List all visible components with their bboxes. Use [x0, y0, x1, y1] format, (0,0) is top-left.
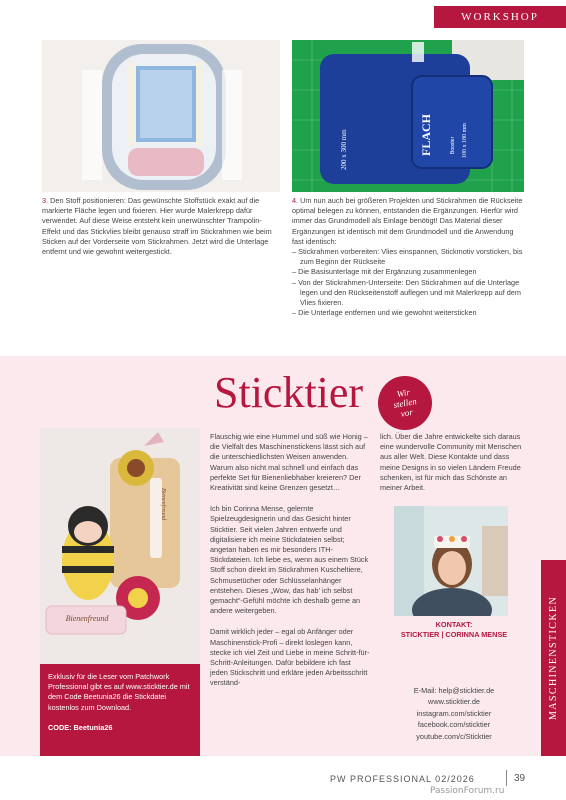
contact-heading-line: KONTAKT:: [435, 620, 473, 629]
photo-portrait: [394, 506, 508, 616]
badge-line: stellen: [392, 396, 418, 410]
contact-facebook: facebook.com/sticktier: [417, 720, 491, 730]
contact-details: [380, 685, 528, 742]
contact-heading-line: STICKTIER | CORINNA MENSE: [400, 630, 508, 640]
frame-illustration: [292, 40, 524, 192]
page-number: 39: [514, 773, 526, 784]
contact-website: www.sticktier.de: [428, 697, 480, 707]
step-3-body: Den Stoff positionieren: Das gewünschte Stoffstück exakt auf die markierte Fläche legen und fixieren. Hier wurde Malerkrepp dafür verwendet. Auf diese Weise entsteht kein unerwünschter Trampolin-Effekt und das Stickvlies bleibt genauso straff im Stickrahmen wie beim Sticken auf der Vorderseite vom Stickrahmen. Jetzt wird die Unterlage entfernt und wie gewohnt weitergestickt.: [42, 196, 272, 257]
watermark: PassionForum.ru: [430, 786, 505, 796]
list-item: – Die Unterlage entfernen und wie gewohnt weitersticken: [292, 308, 477, 318]
promo-text: Exklusiv für die Leser vom Patchwork Professional gibt es auf www.sticktier.de mit dem Code Beetunia26 die Stickdatei kostenlos zum Download.: [48, 672, 190, 712]
section-tag: WORKSHOP: [434, 6, 566, 28]
step-3-text: [42, 196, 280, 257]
list-item: – Stickrahmen vorbereiten: Vlies einspannen, Stickmotiv vorsticken, bis zum Beginn der Rückseite: [292, 247, 523, 267]
contact-youtube: youtube.com/c/Sticktier: [416, 731, 492, 741]
frame-size-label-b: 200 x 300 mm: [340, 129, 348, 170]
contact-email: E-Mail: help@sticktier.de: [413, 686, 495, 695]
photo-bee-set: [40, 428, 200, 664]
contact-heading: [380, 620, 528, 640]
bee-set-illustration: [40, 428, 200, 664]
feature-column-middle: [210, 432, 370, 697]
side-tab-label: MASCHINENSTICKEN: [548, 595, 559, 721]
promo-box: [40, 664, 200, 756]
portrait-illustration: [394, 506, 508, 616]
step-4-list: [292, 247, 524, 318]
list-item: – Von der Stickrahmen-Unterseite: Den Stickrahmen auf die Unterlage legen und den Rückseitenstoff auflegen und mit Malerkrepp auf dem Vlies fixieren.: [292, 277, 521, 308]
badge-line: Wir: [395, 387, 411, 400]
footer-divider: [506, 770, 507, 786]
photo-hoop-fabric: [42, 40, 280, 192]
step-4-number: 4.: [292, 196, 299, 205]
photo-stabilizer-frame: [292, 40, 524, 192]
feature-paragraph: Ich bin Corinna Mense, gelernte Spielzeugdesignerin und das Gesicht hinter Sticktier. Seit vielen Jahren entwerfe und digitalisiere ich meine Stickdateien selbst; angetan haben es mir besonders ITH-Stickdateien. Ich liebe es, wenn aus einem Stück Stoff schon direkt im Stickrahmen Kuscheltiere, Schmusetücher oder Schlüsselanhänger entstehen. Dieses „Wow, das hab' ich selbst gemacht“-Gefühl möchte ich deshalb gerne an andere weitergeben.: [210, 504, 369, 616]
step-4-text: [292, 196, 524, 318]
footer-magazine: PW PROFESSIONAL 02/2026: [330, 774, 475, 784]
tag-label-keychain: Bienenfreund: [65, 614, 109, 623]
frame-small-label: Booster: [450, 136, 456, 154]
feature-paragraph: Flauschig wie eine Hummel und süß wie Honig – die Vielfalt des Maschinenstickens lässt sich auf die unterschiedlichsten Weisen anwenden. Warum also nicht mal schnell und einfach das perfekte Set für Bienenliebhaber kreieren? Der Kreativität sind keine Grenzen gesetzt…: [210, 432, 368, 493]
feature-paragraph: Damit wirklich jeder – egal ob Anfänger oder Maschinenstick-Profi – direkt loslegen kann, stecke ich viel Zeit und Liebe in meine Schritt-für-Schritt-Anleitungen. Dafür bebildere ich fast jeden Stickschritt und erkläre jeden Arbeitsschritt verständ-: [210, 627, 370, 688]
list-item: – Die Basisunterlage mit der Ergänzung zusammenlegen: [292, 267, 477, 277]
promo-code: CODE: Beetunia26: [48, 722, 113, 732]
feature-column-end: [380, 432, 528, 493]
step-3-number: 3.: [42, 196, 49, 205]
feature-paragraph: lich. Über die Jahre entwickelte sich daraus eine wundervolle Community mit Menschen aus aller Welt. Diese Kontakte und dass meine Designs in so vielen Ländern Freude schenken, ist für mich das Schönste an meiner Arbeit.: [380, 432, 522, 493]
step-4-body: Um nun auch bei größeren Projekten und Stickrahmen die Rückseite optimal belegen zu können, entstanden die Ergänzungen. Hierfür wird immer das Grundmodell als Einlage benötigt! Das Material dieser Ergänzungen ist identisch mit dem Grundmodell und die Anwendung fast identisch:: [292, 196, 523, 246]
contact-instagram: instagram.com/sticktier: [416, 708, 492, 718]
hoop-illustration: [42, 40, 280, 192]
badge-line: vor: [399, 406, 414, 419]
frame-size-label-a: 100 x 180 mm: [462, 123, 468, 158]
feature-title: Sticktier: [214, 368, 364, 417]
frame-brand-label: FLACH: [419, 114, 433, 156]
tag-label-jar: Bienenfreund: [160, 488, 166, 521]
